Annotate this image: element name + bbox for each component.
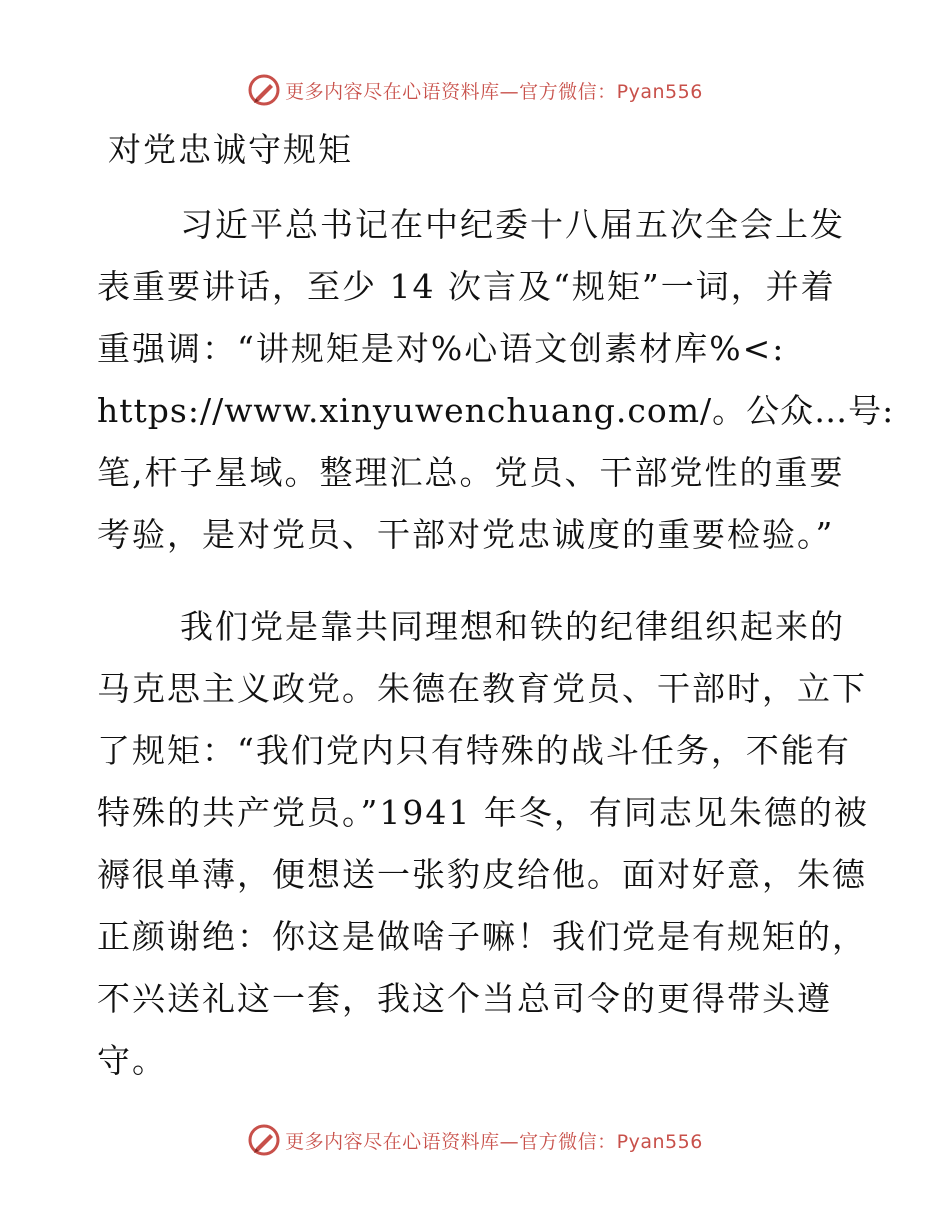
footer-banner-text: 更多内容尽在心语资料库—官方微信：Pyan556 [285,1130,703,1153]
pen-logo-icon [247,73,281,107]
footer-banner [0,1122,950,1158]
text-line: 表重要讲话，至少 14 次言及“规矩”一词，并着 [97,267,836,306]
paragraph-2 [97,596,869,1092]
header-banner [0,72,950,108]
text-line: 特殊的共产党员。”1941 年冬，有同志见朱德的被 [97,793,869,832]
text-line: 了规矩：“我们党内只有特殊的战斗任务，不能有 [97,731,851,770]
text-line: 守。 [97,1041,167,1080]
text-line: 不兴送礼这一套，我这个当总司令的更得带头遵 [97,979,832,1018]
text-line: 笔,杆子星域。整理汇总。党员、干部党性的重要 [97,453,845,492]
text-line: 马克思主义政党。朱德在教育党员、干部时，立下 [97,669,867,708]
document-body [97,194,895,1122]
pen-logo-icon [247,1123,281,1157]
text-line: 考验，是对党员、干部对党忠诚度的重要检验。” [97,515,835,554]
paragraph-1 [97,194,895,566]
text-line: 我们党是靠共同理想和铁的纪律组织起来的 [180,607,845,646]
text-line: 习近平总书记在中纪委十八届五次全会上发 [180,205,845,244]
text-line: https://www.xinyuwenchuang.com/。公众…号: [97,391,895,430]
text-line: 褥很单薄，便想送一张豹皮给他。面对好意，朱德 [97,855,867,894]
text-line: 重强调：“讲规矩是对%心语文创素材库%<: [97,329,786,368]
header-banner-text: 更多内容尽在心语资料库—官方微信：Pyan556 [285,80,703,103]
document-title: 对党忠诚守规矩 [108,130,353,169]
text-line: 正颜谢绝：你这是做啥子嘛！我们党是有规矩的， [97,917,867,956]
